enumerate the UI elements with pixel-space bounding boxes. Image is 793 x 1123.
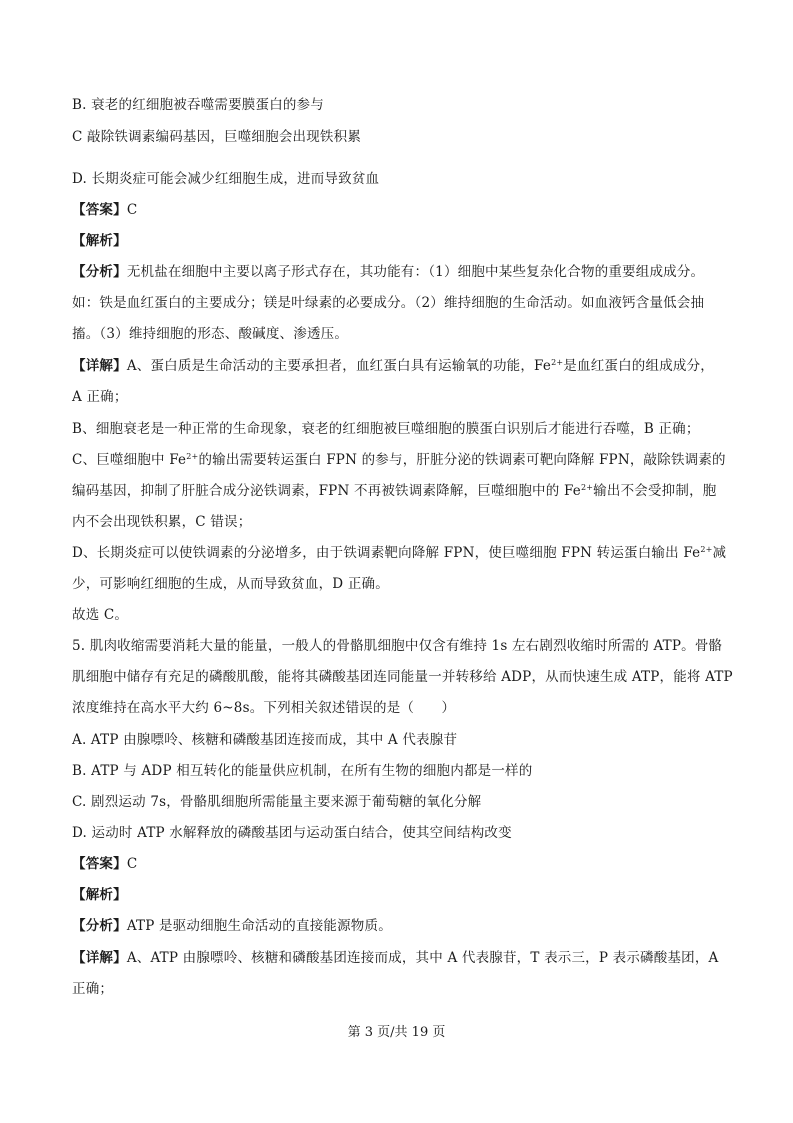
detail-text: 编码基因，抑制了肝脏合成分泌铁调素，FPN 不再被铁调素降解，巨噬细胞中的 Fe [72, 483, 581, 499]
q5-fenxi [72, 917, 392, 935]
detail-label: 【详解】 [72, 358, 127, 374]
q5-option-b: B. ATP 与 ADP 相互转化的能量供应机制，在所有生物的细胞内都是一样的 [72, 763, 533, 779]
detail-text: 输出不会受抑制，胞 [593, 483, 717, 499]
q5-detail-a-line-2: 正确； [72, 981, 114, 997]
detail-text: 的输出需要转运蛋白 FPN 的参与，肝脏分泌的铁调素可靶向降解 FPN，敲除铁调素的 [198, 452, 726, 468]
q4-option-c: C 敲除铁调素编码基因，巨噬细胞会出现铁积累 [72, 129, 362, 145]
ion-charge: 2+ [700, 545, 713, 554]
q4-analysis-label: 【解析】 [72, 233, 127, 249]
q4-detail-a-line-2: A 正确； [72, 389, 128, 405]
q4-fenxi-line-2: 如：铁是血红蛋白的主要成分；镁是叶绿素的必要成分。（2）维持细胞的生命活动。如血液钙含量低会抽 [72, 295, 705, 311]
fenxi-text: 无机盐在细胞中主要以离子形式存在，其功能有：（1）细胞中某些复杂化合物的重要组成成分。 [126, 264, 705, 280]
q5-analysis-label: 【解析】 [72, 887, 127, 903]
q4-fenxi-line-3: 搐。（3）维持细胞的形态、酸碱度、渗透压。 [72, 326, 349, 342]
detail-text: D、长期炎症可以使铁调素的分泌增多，由于铁调素靶向降解 FPN，使巨噬细胞 FPN 转运蛋白输出 Fe [72, 545, 701, 561]
fenxi-text: ATP 是驱动细胞生命活动的直接能源物质。 [126, 918, 392, 934]
detail-text: A、蛋白质是生命活动的主要承担者，血红蛋白具有运输氧的功能，Fe [126, 358, 552, 374]
page-footer: 第 3 页/共 19 页 [347, 1025, 446, 1040]
q5-stem-line-3: 浓度维持在高水平大约 6~8s。下列相关叙述错误的是（ ） [72, 700, 456, 716]
q4-fenxi-line-1 [72, 263, 704, 281]
q4-detail-c-line-2 [72, 482, 716, 500]
q5-stem-line-2: 肌细胞中储存有充足的磷酸肌酸，能将其磷酸基团连同能量一并转移给 ADP，从而快速生成 ATP，能将 ATP [72, 669, 733, 685]
q5-option-c: C. 剧烈运动 7s，骨骼肌细胞所需能量主要来源于葡萄糖的氧化分解 [72, 794, 482, 810]
answer-value: C [126, 856, 138, 872]
q5-option-d: D. 运动时 ATP 水解释放的磷酸基团与运动蛋白结合，使其空间结构改变 [72, 825, 512, 841]
q4-option-b: B. 衰老的红细胞被吞噬需要膜蛋白的参与 [72, 97, 325, 113]
detail-label: 【详解】 [72, 950, 127, 966]
fenxi-label: 【分析】 [72, 264, 127, 280]
q4-conclusion: 故选 C。 [72, 607, 129, 623]
fenxi-label: 【分析】 [72, 918, 127, 934]
ion-charge: 2+ [580, 483, 594, 492]
q5-detail-a-line-1 [72, 949, 719, 967]
q4-detail-c-line-3: 内不会出现铁积累，C 错误； [72, 514, 252, 530]
q4-detail-c-line-1 [72, 451, 726, 469]
q4-answer [72, 201, 137, 219]
answer-label: 【答案】 [72, 856, 127, 872]
q4-detail-a-line-1 [72, 357, 714, 375]
detail-text: 减 [712, 545, 727, 561]
ion-charge: 2+ [551, 358, 564, 367]
q5-option-a: A. ATP 由腺嘌呤、核糖和磷酸基团连接而成，其中 A 代表腺苷 [72, 732, 458, 748]
ion-charge: 2+ [186, 452, 199, 461]
q4-detail-d-line-1 [72, 544, 726, 562]
q4-detail-d-line-2: 少，可影响红细胞的生成，从而导致贫血，D 正确。 [72, 576, 389, 592]
answer-value: C [126, 202, 138, 218]
q4-detail-b: B、细胞衰老是一种正常的生命现象，衰老的红细胞被巨噬细胞的膜蛋白识别后才能进行吞噬，B 正确； [72, 421, 700, 437]
q4-option-d: D. 长期炎症可能会减少红细胞生成，进而导致贫血 [72, 171, 380, 187]
q5-stem-line-1: 5. 肌肉收缩需要消耗大量的能量，一般人的骨骼肌细胞中仅含有维持 1s 左右剧烈收缩时所需的 ATP。骨骼 [72, 638, 723, 654]
detail-text: C、巨噬细胞中 Fe [72, 452, 187, 468]
answer-label: 【答案】 [72, 202, 127, 218]
detail-text: A、ATP 由腺嘌呤、核糖和磷酸基团连接而成，其中 A 代表腺苷，T 表示三，P 表示磷酸基团，A [126, 950, 719, 966]
detail-text: 是血红蛋白的组成成分， [563, 358, 714, 374]
q5-answer [72, 855, 137, 873]
